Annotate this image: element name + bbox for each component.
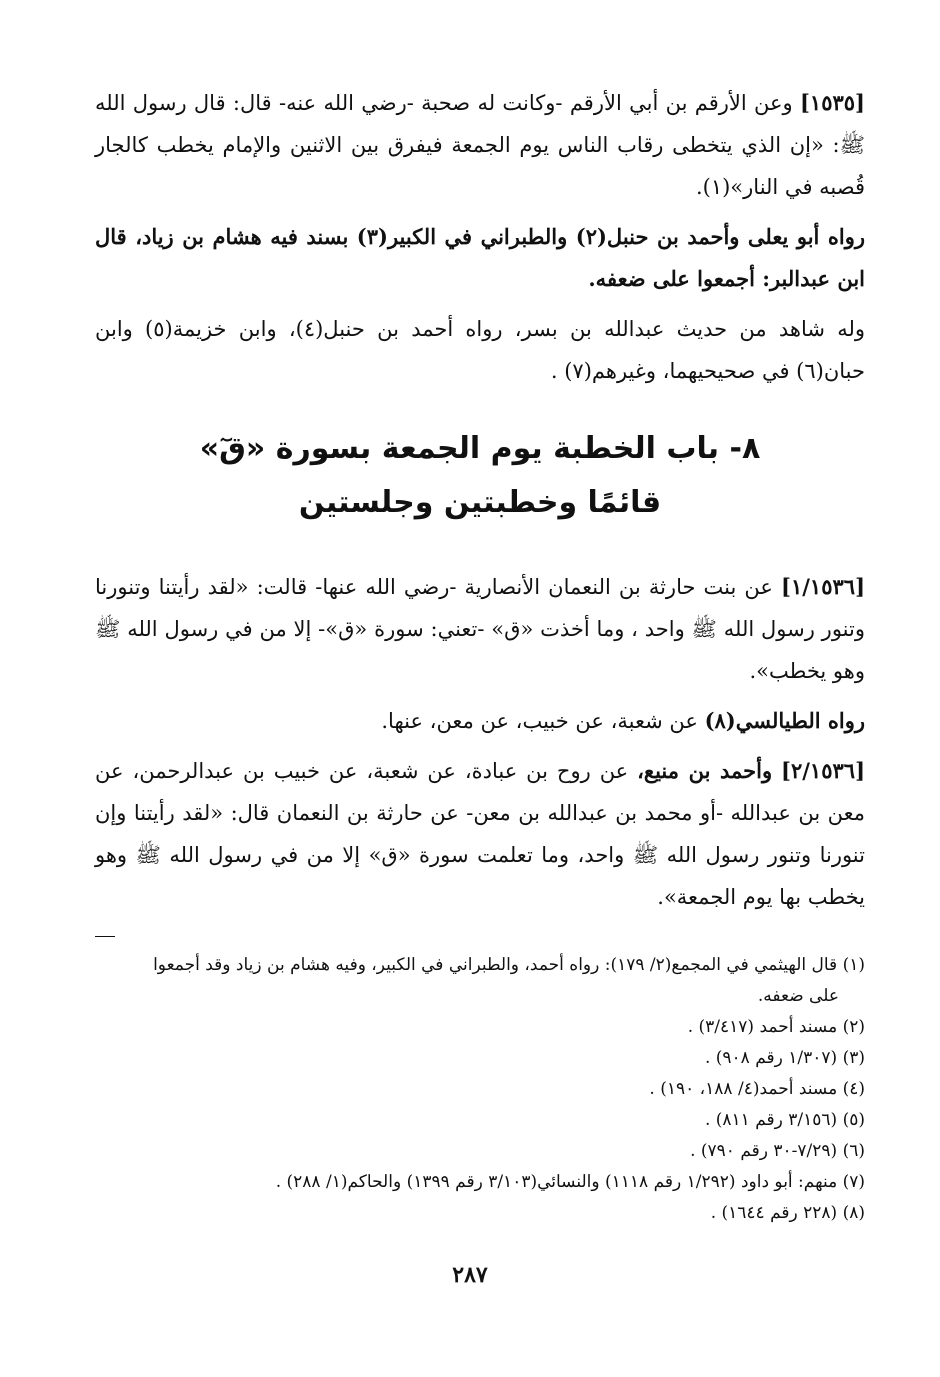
footnote-1: [95, 950, 865, 1012]
footnotes: [95, 950, 865, 1229]
hadith-1535-narration: رواه أبو يعلى وأحمد بن حنبل(٢) والطبراني في الكبير(٣) بسند فيه هشام بن زياد، قال ابن عبدالبر: أجمعوا على ضعفه.: [95, 224, 865, 291]
footnote-4: (٤) مسند أحمد(٤/ ١٨٨، ١٩٠) .: [649, 1079, 865, 1099]
hadith-1535: [95, 82, 865, 208]
page-number: ٢٨٧: [452, 1262, 488, 1288]
separator-line: [95, 936, 115, 937]
hadith-1536-1: [95, 566, 865, 692]
narration-rest: عن شعبة، عن خبيب، عن معن، عنها.: [381, 709, 705, 733]
narrator-lead: رواه الطيالسي(٨): [704, 708, 865, 733]
chapter-title-line-1: ٨- باب الخطبة يوم الجمعة بسورة «قٓ»: [199, 431, 761, 466]
hadith-1535-witness: وله شاهد من حديث عبدالله بن بسر، رواه أحمد بن حنبل(٤)، وابن خزيمة(٥) وابن حبان(٦) في صحيحيهما، وغيرهم(٧) .: [95, 317, 865, 383]
footnote-3: (٣) (١/٣٠٧ رقم ٩٠٨) .: [704, 1048, 865, 1068]
hadith-text: وعن الأرقم بن أبي الأرقم -وكانت له صحبة -رضي الله عنه- قال: قال رسول الله ﷺ: «إن الذي يتخطى رقاب الناس يوم الجمعة فيفرق بين الاثنين والإمام يخطب كالجار قُصبه في النار»(١).: [95, 91, 865, 199]
hadith-1536-1-narration: [95, 700, 865, 742]
footnote-8: (٨) (٢٢٨ رقم ١٦٤٤) .: [710, 1203, 865, 1223]
footnote-separator: [95, 926, 865, 950]
footnote-7: (٧) منهم: أبو داود (١/٢٩٢ رقم ١١١٨) والنسائي(٣/١٠٣ رقم ١٣٩٩) والحاكم(١/ ٢٨٨) .: [275, 1172, 865, 1192]
hadith-number: [١/١٥٣٦]: [781, 574, 865, 599]
footnote-2: (٢) مسند أحمد (٣/٤١٧) .: [687, 1017, 865, 1037]
book-page: [95, 82, 865, 1342]
hadith-text: عن روح بن عبادة، عن شعبة، عن خبيب بن عبدالرحمن، عن معن بن عبدالله -أو محمد بن عبدالله بن معن- عن حارثة بن النعمان قال: «لقد رأيتنا وإن تنورنا وتنور رسول الله ﷺ واحد، وما تعلمت سورة «ق» إلا من في رسول الله ﷺ وهو يخطب بها يوم الجمعة».: [95, 759, 865, 909]
chapter-title-line-2: قائمًا وخطبتين وجلستين: [298, 485, 662, 520]
footnote-6: (٦) (٧/٢٩-٣٠ رقم ٧٩٠) .: [690, 1141, 865, 1161]
footnote-line: (١) قال الهيثمي في المجمع(٢/ ١٧٩): رواه أحمد، والطبراني في الكبير، وفيه هشام بن زياد وقد أجمعوا: [153, 955, 865, 975]
hadith-1536-2: [95, 750, 865, 918]
chapter-heading: [95, 422, 865, 530]
hadith-text: عن بنت حارثة بن النعمان الأنصارية -رضي الله عنها- قالت: «لقد رأيتنا وتنورنا وتنور رسول الله ﷺ واحد ، وما أخذت «ق» -تعني: سورة «ق»- إلا من في رسول الله ﷺ وهو يخطب».: [95, 575, 865, 683]
footnote-line: على ضعفه.: [757, 986, 839, 1006]
hadith-number: [١٥٣٥]: [799, 90, 865, 115]
narrator-lead: وأحمد بن منيع،: [637, 758, 773, 783]
footnote-5: (٥) (٣/١٥٦ رقم ٨١١) .: [704, 1110, 865, 1130]
hadith-number: [٢/١٥٣٦]: [781, 758, 865, 783]
